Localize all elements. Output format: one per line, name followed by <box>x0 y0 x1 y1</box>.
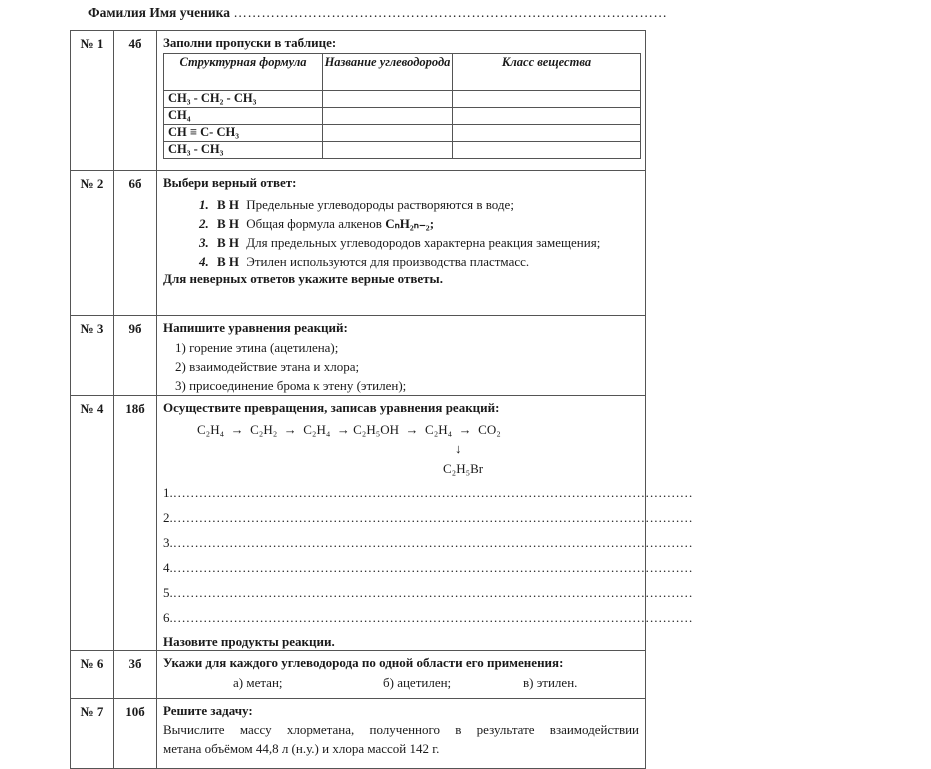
item-number: 2. <box>199 216 209 231</box>
blank: ………………………………………………………………………………………………………… <box>172 610 693 625</box>
table-row <box>164 125 641 142</box>
answer-line[interactable] <box>163 480 693 505</box>
answer-line[interactable] <box>163 605 693 630</box>
statement: Этилен используются для производства пластмасс. <box>246 254 530 269</box>
worksheet-table <box>70 30 693 769</box>
answer-line[interactable] <box>163 580 693 605</box>
column-header: Название углеводорода <box>323 54 453 91</box>
option: а) метан; <box>233 675 283 690</box>
class-cell[interactable] <box>453 125 641 142</box>
true-false-choice[interactable]: В Н <box>217 216 240 231</box>
list-item <box>199 214 639 233</box>
task-footer: Назовите продукты реакции. <box>163 634 335 649</box>
task-1-row <box>71 31 646 171</box>
student-name-blank[interactable]: ………………………………………………………………………………… <box>233 5 668 20</box>
task-title: Укажи для каждого углеводорода по одной области его применения: <box>163 655 564 670</box>
line-number: 3. <box>163 535 173 550</box>
table-row <box>164 91 641 108</box>
task-title: Выбери верный ответ: <box>163 175 297 190</box>
task-points: 18б <box>114 396 157 651</box>
task-points: 10б <box>114 699 157 769</box>
name-cell[interactable] <box>323 142 453 159</box>
hydrocarbon-options <box>233 675 639 691</box>
reaction-list <box>175 338 639 395</box>
task-7-row <box>71 699 646 769</box>
task-4-row <box>71 396 646 651</box>
task-6-row <box>71 651 646 699</box>
blank: ………………………………………………………………………………………………………… <box>172 560 693 575</box>
table-row <box>164 108 641 125</box>
arrow-down-icon: ↓ <box>455 441 462 456</box>
true-false-choice[interactable]: В Н <box>217 235 240 250</box>
name-cell[interactable] <box>323 108 453 125</box>
task-title: Напишите уравнения реакций: <box>163 320 348 335</box>
option: в) этилен. <box>523 675 578 690</box>
column-header: Структурная формула <box>164 54 323 91</box>
list-item: 3) присоединение брома к этену (этилен); <box>175 378 407 393</box>
statement: Предельные углеводороды растворяются в воде; <box>246 197 514 212</box>
statement: Общая формула алкенов <box>246 216 386 231</box>
true-false-choice[interactable]: В Н <box>217 197 240 212</box>
task-footer: Для неверных ответов укажите верные ответы. <box>163 271 443 286</box>
name-cell[interactable] <box>323 125 453 142</box>
list-item: 1) горение этина (ацетилена); <box>175 340 339 355</box>
blank: ………………………………………………………………………………………………………… <box>172 585 693 600</box>
name-cell[interactable] <box>323 91 453 108</box>
task-title: Решите задачу: <box>163 703 253 718</box>
blank: ………………………………………………………………………………………………………… <box>172 535 693 550</box>
statement: Для предельных углеводородов характерна реакция замещения; <box>246 235 601 250</box>
problem-text: метана объёмом 44,8 л (н.у.) и хлора массой 142 г. <box>163 741 440 756</box>
task-number: № 2 <box>71 171 114 316</box>
class-cell[interactable] <box>453 91 641 108</box>
task-2-row <box>71 171 646 316</box>
student-name-line <box>88 5 668 21</box>
task-points: 3б <box>114 651 157 699</box>
list-item <box>199 195 639 214</box>
task-points: 6б <box>114 171 157 316</box>
task-number: № 7 <box>71 699 114 769</box>
blank: ………………………………………………………………………………………………………… <box>172 485 693 500</box>
task-3-row <box>71 316 646 396</box>
line-number: 6. <box>163 610 173 625</box>
line-number: 4. <box>163 560 173 575</box>
column-header: Класс вещества <box>453 54 641 91</box>
item-number: 3. <box>199 235 209 250</box>
task-title: Заполни пропуски в таблице: <box>163 35 337 50</box>
problem-text: Вычислите массу хлорметана, полученного в результате взаимодействии <box>163 722 639 737</box>
line-number: 5. <box>163 585 173 600</box>
task-number: № 6 <box>71 651 114 699</box>
blank: ………………………………………………………………………………………………………… <box>172 510 693 525</box>
student-name-label: Фамилия Имя ученика <box>88 5 230 20</box>
task-points: 9б <box>114 316 157 396</box>
task-title: Осуществите превращения, записав уравнения реакций: <box>163 400 500 415</box>
task-number: № 3 <box>71 316 114 396</box>
item-number: 4. <box>199 254 209 269</box>
item-number: 1. <box>199 197 209 212</box>
line-number: 1. <box>163 485 173 500</box>
formula-cell: CH₃ - CH₂ - CH₃ <box>164 91 323 108</box>
formula: CₙH₂ₙ₋₂; <box>385 216 435 231</box>
reaction-chain: C₂H₄ → C₂H₂ → C₂H₄ → C₂H₅OH → C₂H₄ → CO₂ <box>197 422 501 437</box>
true-false-list <box>199 195 639 271</box>
true-false-choice[interactable]: В Н <box>217 254 240 269</box>
task-number: № 4 <box>71 396 114 651</box>
answer-line[interactable] <box>163 505 693 530</box>
task-number: № 1 <box>71 31 114 171</box>
formula-cell: CH₄ <box>164 108 323 125</box>
class-cell[interactable] <box>453 108 641 125</box>
formula-cell: CH ≡ C- CH₃ <box>164 125 323 142</box>
table-row <box>164 142 641 159</box>
list-item <box>199 252 639 271</box>
list-item <box>199 233 639 252</box>
answer-line[interactable] <box>163 555 693 580</box>
class-cell[interactable] <box>453 142 641 159</box>
formula-cell: CH₃ - CH₃ <box>164 142 323 159</box>
option: б) ацетилен; <box>383 675 452 690</box>
line-number: 2. <box>163 510 173 525</box>
branch-product: C₂H₅Br <box>443 461 484 476</box>
answer-line[interactable] <box>163 530 693 555</box>
list-item: 2) взаимодействие этана и хлора; <box>175 359 360 374</box>
fill-in-table <box>163 53 641 159</box>
task-points: 4б <box>114 31 157 171</box>
